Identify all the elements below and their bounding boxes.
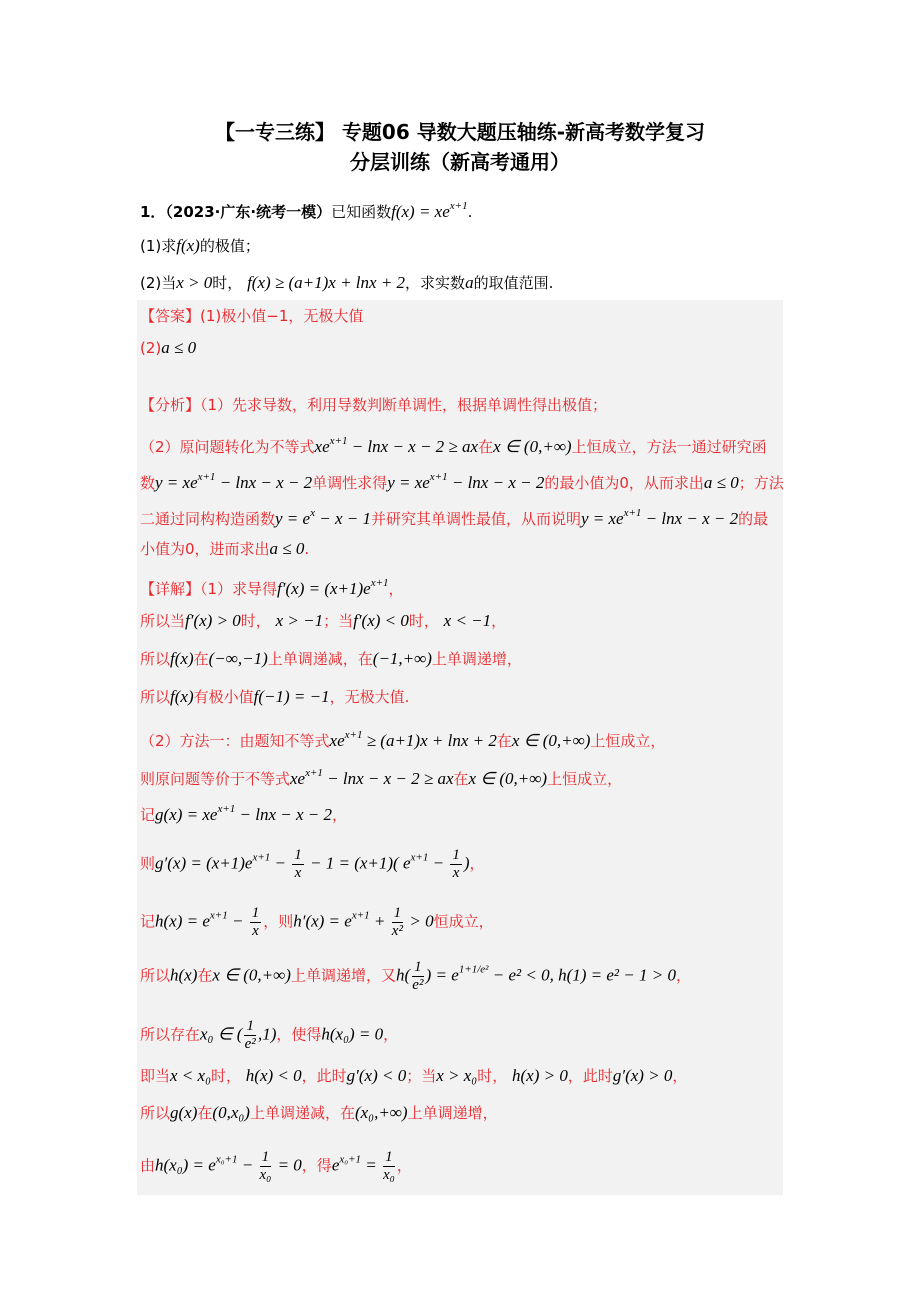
text-segment: 记 bbox=[140, 912, 156, 931]
math-expression: x+1 bbox=[305, 767, 323, 779]
text-segment: 在 bbox=[197, 966, 213, 985]
text-segment: ；方法 bbox=[738, 474, 784, 492]
math-expression: a bbox=[465, 273, 474, 292]
math-expression: h(x₀) = 0 bbox=[321, 1024, 384, 1044]
math-expression: (−1,+∞) bbox=[372, 649, 432, 668]
text-segment: 则原问题等价于不等式 bbox=[140, 770, 291, 788]
math-expression: f′(x) > 0 bbox=[185, 611, 241, 630]
math-expression: x+1 bbox=[252, 851, 271, 864]
text-segment: 所以 bbox=[140, 1104, 171, 1122]
doc-title-line-2: 分层训练（新高考通用） bbox=[350, 150, 570, 174]
text-line bbox=[140, 395, 607, 415]
text-segment: ，无极大值. bbox=[329, 688, 410, 706]
text-segment: 数 bbox=[140, 474, 156, 492]
math-expression: x ∈ (0,+∞) bbox=[493, 437, 572, 456]
math-expression: x > x₀ bbox=[436, 1066, 478, 1085]
text-segment: ；当 bbox=[406, 1067, 437, 1085]
math-expression: h(x) > 0 bbox=[511, 1066, 568, 1085]
math-expression: x < −1 bbox=[443, 611, 492, 630]
math-expression: (x₀,+∞) bbox=[354, 1103, 408, 1122]
text-segment: 时， bbox=[240, 612, 276, 630]
math-expression: − bbox=[428, 853, 449, 873]
text-line bbox=[140, 467, 784, 493]
text-segment: ，得 bbox=[301, 1156, 332, 1175]
text-segment: 即当 bbox=[140, 1067, 171, 1085]
denominator: x bbox=[294, 865, 302, 881]
math-expression: ) = e bbox=[425, 965, 459, 985]
text-segment: 上恒成立， bbox=[547, 770, 623, 788]
text-segment: （2）方法一：由题知不等式 bbox=[140, 732, 330, 750]
text-segment: 时， bbox=[477, 1067, 512, 1085]
math-expression: x ∈ (0,+∞) bbox=[468, 769, 548, 788]
numerator: 1 bbox=[393, 905, 402, 921]
math-expression: y = e bbox=[275, 509, 311, 528]
text-segment: 单调性求得 bbox=[312, 474, 388, 492]
text-segment: 所以 bbox=[140, 966, 171, 985]
numerator: 1 bbox=[251, 905, 260, 921]
math-expression: x+1 bbox=[449, 200, 468, 212]
math-expression: g′(x) = (x+1)e bbox=[155, 853, 253, 873]
math-expression: h(x) = e bbox=[155, 911, 210, 931]
text-segment: ， bbox=[396, 1156, 412, 1175]
text-segment: ， bbox=[672, 1067, 688, 1085]
denominator: x² bbox=[391, 923, 403, 939]
math-expression: (0,x₀) bbox=[212, 1103, 250, 1122]
math-expression: y = xe bbox=[387, 473, 430, 492]
text-segment: 上单调递增， bbox=[431, 650, 522, 668]
math-expression: x+1 bbox=[351, 909, 370, 922]
math-expression: g′(x) < 0 bbox=[346, 1066, 407, 1085]
text-segment: 在 bbox=[193, 650, 209, 668]
text-segment: 并研究其单调性最值，从而说明 bbox=[370, 510, 581, 528]
text-line bbox=[140, 687, 409, 707]
text-segment: 在 bbox=[478, 438, 494, 456]
text-line bbox=[140, 431, 767, 457]
text-segment: 记 bbox=[140, 806, 156, 824]
text-segment: 时， bbox=[211, 1067, 246, 1085]
text-segment: 【分析】（1）先求导数，利用导数判断单调性，根据单调性得出极值； bbox=[140, 396, 608, 414]
text-segment: 1．（2023·广东·统考一模） bbox=[140, 203, 332, 221]
math-expression: g′(x) > 0 bbox=[612, 1066, 673, 1085]
math-expression: x < x₀ bbox=[170, 1066, 211, 1085]
math-expression: h( bbox=[395, 965, 411, 985]
text-line bbox=[140, 573, 404, 599]
text-segment: 由 bbox=[140, 1156, 156, 1175]
numerator: 1 bbox=[261, 1149, 270, 1165]
text-line bbox=[140, 799, 347, 825]
text-segment: 的取值范围. bbox=[473, 274, 554, 292]
math-expression: x₀ ∈ ( bbox=[200, 1024, 243, 1044]
denominator: e² bbox=[244, 1036, 256, 1052]
text-segment: （2）原问题转化为不等式 bbox=[140, 438, 315, 456]
text-line bbox=[140, 763, 622, 789]
text-segment: 的极值； bbox=[199, 237, 260, 255]
text-line bbox=[140, 273, 553, 293]
text-segment: 在 bbox=[197, 1104, 213, 1122]
text-segment: ，使得 bbox=[276, 1025, 322, 1044]
text-segment: 上恒成立， bbox=[590, 732, 666, 750]
text-segment: 在 bbox=[453, 770, 469, 788]
text-segment: 上恒成立，方法一通过研究函 bbox=[571, 438, 767, 456]
text-segment: ， bbox=[332, 806, 348, 824]
math-expression: x+1 bbox=[197, 471, 216, 483]
math-expression: − lnx − x − 2 ≥ ax bbox=[322, 769, 454, 788]
math-expression: y = xe bbox=[580, 509, 624, 528]
math-expression: − bbox=[270, 853, 291, 873]
math-expression: (−∞,−1) bbox=[208, 649, 268, 668]
text-line bbox=[140, 725, 665, 751]
text-segment: ， bbox=[675, 966, 691, 985]
math-expression: e bbox=[331, 1155, 340, 1175]
math-expression: ,1) bbox=[257, 1024, 277, 1044]
text-segment: ；当 bbox=[323, 612, 354, 630]
numerator: 1 bbox=[246, 1018, 254, 1034]
numerator: 1 bbox=[452, 847, 460, 863]
text-segment: ，此时 bbox=[567, 1067, 613, 1085]
math-expression: g(x) = xe bbox=[155, 805, 218, 824]
math-expression: xe bbox=[329, 731, 345, 750]
numerator: 1 bbox=[385, 1149, 393, 1165]
text-segment: 所以 bbox=[140, 650, 171, 668]
text-segment: 小值为0，进而求出 bbox=[140, 540, 270, 558]
math-expression: x+1 bbox=[329, 435, 348, 447]
text-segment: . bbox=[467, 203, 473, 221]
text-segment: ， bbox=[383, 1025, 399, 1044]
text-segment: ，此时 bbox=[301, 1067, 347, 1085]
text-segment: ， bbox=[469, 854, 485, 873]
math-expression: − lnx − x − 2 bbox=[215, 473, 313, 492]
math-expression: − 1 = (x+1)( e bbox=[305, 853, 411, 873]
text-segment: 已知函数 bbox=[331, 203, 392, 221]
math-expression: ≥ (a+1)x + lnx + 2 bbox=[362, 731, 497, 750]
math-expression: f(x) bbox=[170, 687, 194, 706]
fraction bbox=[383, 1149, 395, 1184]
math-expression: − lnx − x − 2 bbox=[447, 473, 545, 492]
fraction bbox=[412, 959, 424, 994]
text-segment: . bbox=[304, 540, 310, 558]
denominator: x bbox=[452, 865, 460, 881]
math-expression: a ≤ 0 bbox=[269, 539, 305, 558]
math-expression: h′(x) = e bbox=[293, 911, 352, 931]
math-expression: a ≤ 0 bbox=[703, 473, 739, 492]
text-segment: 二通过同构构造函数 bbox=[140, 510, 276, 528]
math-expression: f(x) bbox=[170, 649, 194, 668]
math-expression: x+1 bbox=[217, 803, 236, 815]
text-segment: 恒成立， bbox=[433, 912, 494, 931]
numerator: 1 bbox=[294, 847, 302, 863]
math-expression: x+1 bbox=[623, 507, 642, 519]
math-expression: x+1 bbox=[429, 471, 448, 483]
text-line bbox=[140, 1066, 687, 1086]
math-expression: − x − 1 bbox=[314, 509, 371, 528]
math-expression: x+1 bbox=[370, 577, 389, 589]
math-expression: f′(x) = (x+1)e bbox=[277, 579, 371, 598]
math-expression: x > 0 bbox=[176, 273, 213, 292]
math-expression: f(x) = xe bbox=[391, 202, 450, 221]
text-segment: (2) bbox=[140, 339, 162, 357]
math-expression: > 0 bbox=[405, 911, 434, 931]
text-segment: 时， bbox=[212, 274, 248, 292]
math-expression: xe bbox=[290, 769, 306, 788]
numerator: 1 bbox=[414, 959, 422, 975]
math-expression: xe bbox=[314, 437, 330, 456]
math-expression: x₀+1 bbox=[215, 1153, 238, 1166]
text-segment: 【答案】(1)极小值−1，无极大值 bbox=[140, 307, 364, 325]
fraction bbox=[250, 905, 262, 940]
text-segment: (1)求 bbox=[140, 237, 177, 255]
math-expression: a ≤ 0 bbox=[161, 338, 197, 357]
math-expression: x+1 bbox=[209, 909, 228, 922]
math-expression: = 0 bbox=[273, 1155, 302, 1175]
text-segment: ，则 bbox=[263, 912, 294, 931]
math-expression: − lnx − x − 2 bbox=[235, 805, 332, 824]
text-line bbox=[140, 611, 506, 631]
math-expression: g(x) bbox=[170, 1103, 198, 1122]
denominator: x₀ bbox=[382, 1167, 395, 1183]
text-segment: 在 bbox=[496, 732, 512, 750]
math-expression: y = xe bbox=[155, 473, 198, 492]
math-expression: 1+1/e² bbox=[458, 963, 489, 976]
math-expression: x > −1 bbox=[275, 611, 324, 630]
fraction bbox=[244, 1018, 256, 1053]
math-expression: ) bbox=[463, 853, 470, 873]
text-segment: 则 bbox=[140, 854, 156, 873]
fraction bbox=[392, 905, 404, 940]
text-line bbox=[140, 959, 691, 994]
text-line bbox=[140, 196, 472, 222]
text-line bbox=[140, 847, 485, 882]
math-expression: x₀+1 bbox=[339, 1153, 361, 1166]
text-segment: (2)当 bbox=[140, 274, 177, 292]
math-expression: f(x) bbox=[176, 236, 200, 255]
math-expression: x bbox=[310, 507, 315, 519]
text-segment: 上单调递增， bbox=[407, 1104, 498, 1122]
math-expression: − bbox=[237, 1155, 258, 1175]
text-line bbox=[140, 1149, 412, 1184]
math-expression: = bbox=[361, 1155, 381, 1175]
text-segment: 【详解】（1）求导得 bbox=[140, 580, 278, 598]
math-expression: h(x) bbox=[170, 965, 198, 985]
fraction bbox=[259, 1149, 271, 1184]
text-line bbox=[140, 1103, 498, 1123]
math-expression: h(x) < 0 bbox=[245, 1066, 302, 1085]
denominator: x bbox=[252, 923, 259, 939]
denominator: x₀ bbox=[259, 1167, 272, 1183]
math-expression: x+1 bbox=[344, 729, 363, 741]
math-expression: f(x) ≥ (a+1)x + lnx + 2 bbox=[247, 273, 406, 292]
math-expression: + bbox=[369, 911, 390, 931]
math-expression: − lnx − x − 2 bbox=[641, 509, 739, 528]
text-segment: 有极小值 bbox=[193, 688, 254, 706]
math-expression: x+1 bbox=[410, 851, 429, 864]
text-segment: 上单调递减，在 bbox=[249, 1104, 355, 1122]
text-segment: ， bbox=[491, 612, 507, 630]
text-segment: 的最小值为0，从而求出 bbox=[544, 474, 704, 492]
text-segment: ，求实数 bbox=[405, 274, 466, 292]
denominator: e² bbox=[412, 977, 424, 993]
math-expression: x ∈ (0,+∞) bbox=[511, 731, 591, 750]
text-line bbox=[140, 338, 196, 358]
doc-title-line-1: 【一专三练】 专题06 导数大题压轴练-新高考数学复习 bbox=[214, 120, 706, 144]
text-line bbox=[140, 236, 260, 256]
text-line bbox=[140, 1018, 398, 1053]
math-expression: f(−1) = −1 bbox=[253, 687, 330, 706]
text-line bbox=[140, 649, 522, 669]
math-expression: x ∈ (0,+∞) bbox=[212, 965, 291, 985]
text-line bbox=[140, 539, 309, 559]
math-expression: − lnx − x − 2 ≥ ax bbox=[347, 437, 479, 456]
text-segment: 上单调递增，又 bbox=[290, 966, 396, 985]
text-segment: 所以 bbox=[140, 688, 171, 706]
math-expression: − e² < 0, h(1) = e² − 1 > 0 bbox=[488, 965, 676, 985]
text-segment: 所以当 bbox=[140, 612, 186, 630]
text-line bbox=[140, 503, 768, 529]
fraction bbox=[450, 847, 462, 882]
math-expression: − bbox=[227, 911, 248, 931]
text-segment: 时， bbox=[408, 612, 444, 630]
text-line bbox=[140, 306, 363, 326]
text-line bbox=[140, 905, 494, 940]
math-expression: f′(x) < 0 bbox=[353, 611, 409, 630]
text-segment: ， bbox=[388, 580, 404, 598]
math-expression: h(x₀) = e bbox=[155, 1155, 216, 1175]
text-segment: 的最 bbox=[738, 510, 769, 528]
text-segment: 所以存在 bbox=[140, 1025, 201, 1044]
text-segment: 上单调递减，在 bbox=[267, 650, 373, 668]
fraction bbox=[292, 847, 304, 882]
